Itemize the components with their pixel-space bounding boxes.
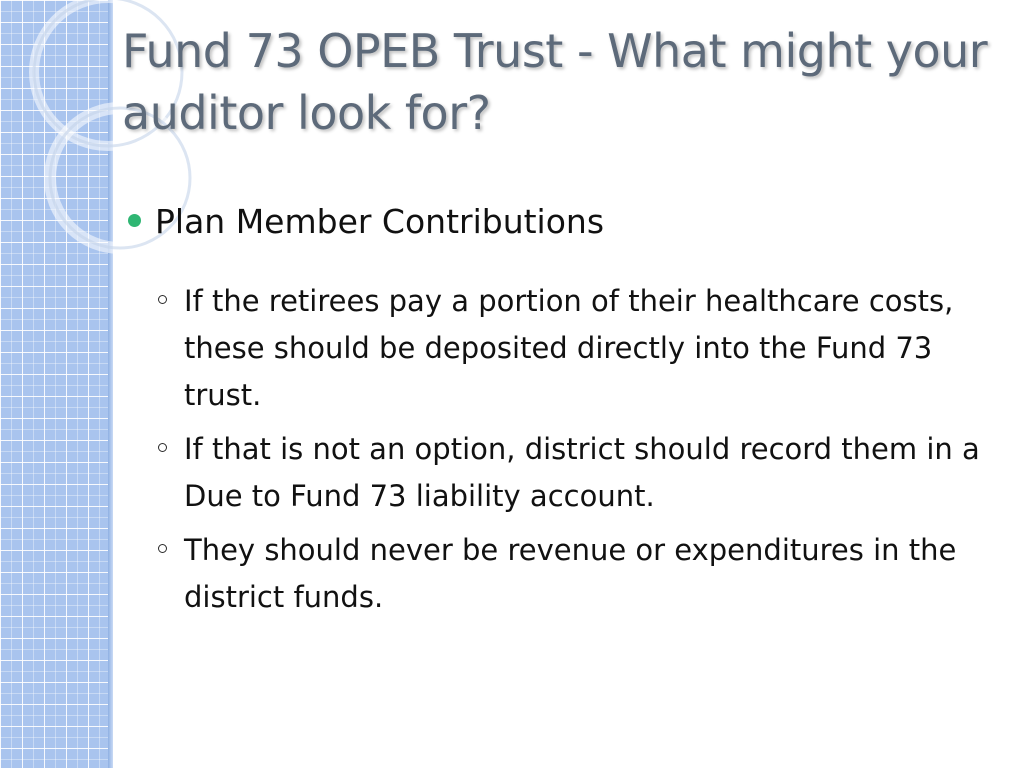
sub-bullet-item — [158, 527, 1008, 621]
sub-bullet-item — [158, 426, 1008, 520]
hollow-circle-icon — [158, 544, 167, 553]
hollow-circle-icon — [158, 295, 167, 304]
sub-bullet-text: They should never be revenue or expenditures in the district funds. — [184, 533, 957, 614]
filled-circle-icon — [128, 214, 141, 227]
sub-bullet-text: If that is not an option, district should record them in a Due to Fund 73 liability account. — [184, 432, 980, 513]
hollow-circle-icon — [158, 443, 167, 452]
main-bullet — [128, 198, 998, 246]
slide-title: Fund 73 OPEB Trust - What might your auditor look for? — [122, 24, 988, 140]
sub-bullet-list — [158, 278, 1008, 628]
sub-bullet-item — [158, 278, 1008, 419]
main-bullet-text: Plan Member Contributions — [155, 202, 605, 241]
sub-bullet-text: If the retirees pay a portion of their healthcare costs, these should be deposited directly into the Fund 73 trust. — [184, 284, 954, 412]
